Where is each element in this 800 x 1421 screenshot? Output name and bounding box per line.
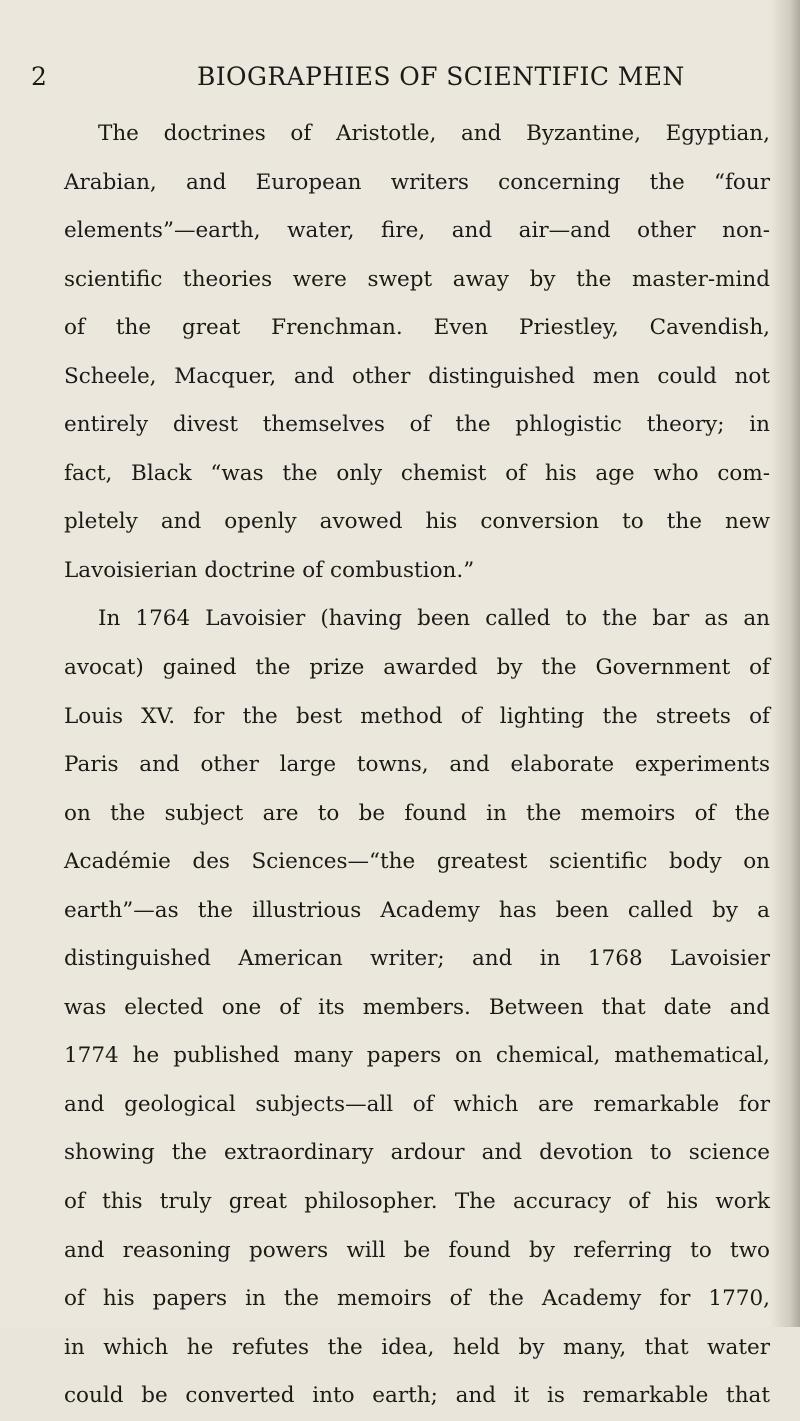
text-line: and reasoning powers will be found by referring to two — [64, 1237, 770, 1263]
text-line: earth”—as the illustrious Academy has been called by a — [64, 897, 770, 923]
text-line: Paris and other large towns, and elaborate experiments — [64, 752, 770, 778]
text-line: Arabian, and European writers concerning the “four — [64, 169, 770, 195]
text-line: entirely divest themselves of the phlogistic theory; in — [64, 412, 770, 438]
text-line: Académie des Sciences—“the greatest scientific body on — [64, 849, 770, 875]
text-line: 1774 he published many papers on chemical, mathematical, — [64, 1043, 770, 1069]
text-line: pletely and openly avowed his conversion to the new — [64, 509, 770, 535]
text-line: elements”—earth, water, fire, and air—and other non- — [64, 218, 770, 244]
text-line: The doctrines of Aristotle, and Byzantine, Egyptian, — [98, 121, 770, 146]
running-title: BIOGRAPHIES OF SCIENTIFIC MEN — [197, 62, 685, 91]
text-line: of the great Frenchman. Even Priestley, Cavendish, — [64, 315, 770, 341]
text-line: on the subject are to be found in the memoirs of the — [64, 800, 770, 826]
text-line: In 1764 Lavoisier (having been called to the bar as an — [98, 606, 770, 632]
text-line: Louis XV. for the best method of lighting the streets of — [64, 703, 770, 729]
paragraph-1 — [64, 110, 770, 595]
text-line: and geological subjects—all of which are remarkable for — [64, 1091, 770, 1117]
page-number: 2 — [31, 62, 47, 91]
text-line: showing the extraordinary ardour and devotion to science — [64, 1140, 770, 1166]
text-line: in which he refutes the idea, held by many, that water — [64, 1334, 770, 1360]
text-line: was elected one of its members. Between that date and — [64, 994, 770, 1020]
text-line: avocat) gained the prize awarded by the Government of — [64, 655, 770, 681]
text-line: could be converted into earth; and it is remarkable that — [64, 1383, 770, 1409]
text-line: Scheele, Macquer, and other distinguished men could not — [64, 363, 770, 389]
text-line: scientific theories were swept away by the master-mind — [64, 266, 770, 292]
text-line: of this truly great philosopher. The accuracy of his work — [64, 1189, 770, 1215]
page-header — [0, 62, 800, 102]
text-line: distinguished American writer; and in 1768 Lavoisier — [64, 946, 770, 972]
text-line: fact, Black “was the only chemist of his age who com- — [64, 460, 770, 486]
body-text — [64, 110, 770, 1421]
text-line: Lavoisierian doctrine of combustion.” — [64, 557, 475, 583]
text-line: of his papers in the memoirs of the Academy for 1770, — [64, 1286, 770, 1312]
paragraph-2 — [64, 595, 770, 1420]
